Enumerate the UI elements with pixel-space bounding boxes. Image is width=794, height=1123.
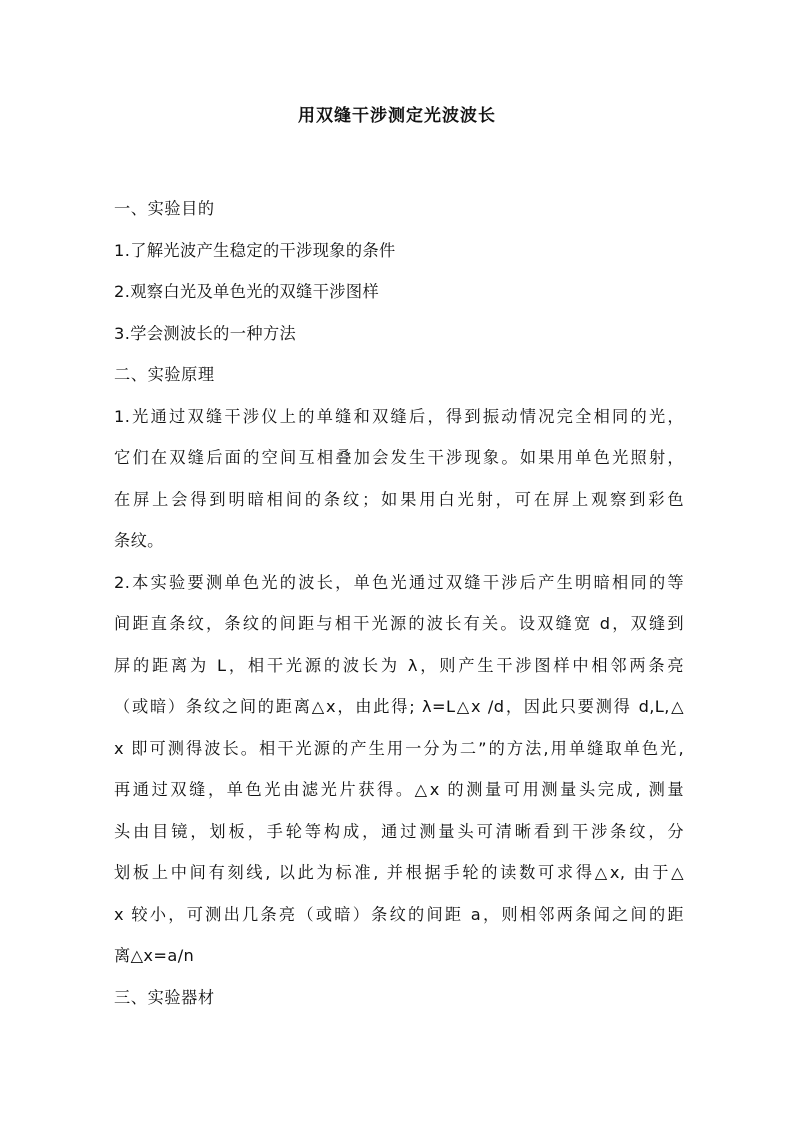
principle-paragraph-2-line: x 即可测得波长。相干光源的产生用一分为二”的方法,用单缝取单色光, bbox=[114, 738, 684, 758]
principle-paragraph-1-line: 条纹。 bbox=[114, 531, 164, 550]
principle-paragraph-2-line: （或暗）条纹之间的距离△x，由此得; λ=L△x /d，因此只要测得 d,L,△ bbox=[114, 697, 684, 716]
principle-paragraph-1-line: 在屏上会得到明暗相间的条纹；如果用白光射，可在屏上观察到彩色 bbox=[114, 489, 684, 509]
objective-item: 2.观察白光及单色光的双缝干涉图样 bbox=[114, 282, 380, 301]
principle-paragraph-2-line: 间距直条纹，条纹的间距与相干光源的波长有关。设双缝宽 d，双缝到 bbox=[114, 614, 684, 633]
principle-paragraph-2-line: 再通过双缝，单色光由滤光片获得。△x 的测量可用测量头完成, 测量 bbox=[114, 780, 684, 799]
principle-paragraph-2-line: 头由目镜，划板，手轮等构成，通过测量头可清晰看到干涉条纹，分 bbox=[114, 821, 684, 841]
principle-paragraph-2-line: 离△x=a/n bbox=[114, 946, 195, 965]
section-heading-equipment: 三、实验器材 bbox=[114, 987, 215, 1007]
principle-paragraph-2-line: x 较小，可测出几条亮（或暗）条纹的间距 a，则相邻两条闻之间的距 bbox=[114, 904, 684, 924]
document-body bbox=[114, 188, 684, 1018]
principle-paragraph-2-line: 屏的距离为 L，相干光源的波长为 λ，则产生干涉图样中相邻两条亮 bbox=[114, 655, 684, 675]
objective-item: 1.了解光波产生稳定的干涉现象的条件 bbox=[114, 240, 396, 260]
principle-paragraph-2-line: 划板上中间有刻线, 以此为标准, 并根据手轮的读数可求得△x, 由于△ bbox=[114, 863, 684, 882]
principle-paragraph-1-line: 它们在双缝后面的空间互相叠加会发生干涉现象。如果用单色光照射， bbox=[114, 448, 684, 467]
document-title: 用双缝干涉测定光波波长 bbox=[298, 106, 496, 126]
section-heading-principle: 二、实验原理 bbox=[114, 365, 215, 384]
principle-paragraph-2-line: 2.本实验要测单色光的波长，单色光通过双缝干涉后产生明暗相同的等 bbox=[114, 572, 684, 592]
section-heading-objectives: 一、实验目的 bbox=[114, 199, 215, 218]
objective-item: 3.学会测波长的一种方法 bbox=[114, 323, 297, 343]
principle-paragraph-1-line: 1.光通过双缝干涉仪上的单缝和双缝后，得到振动情况完全相同的光， bbox=[114, 406, 684, 426]
